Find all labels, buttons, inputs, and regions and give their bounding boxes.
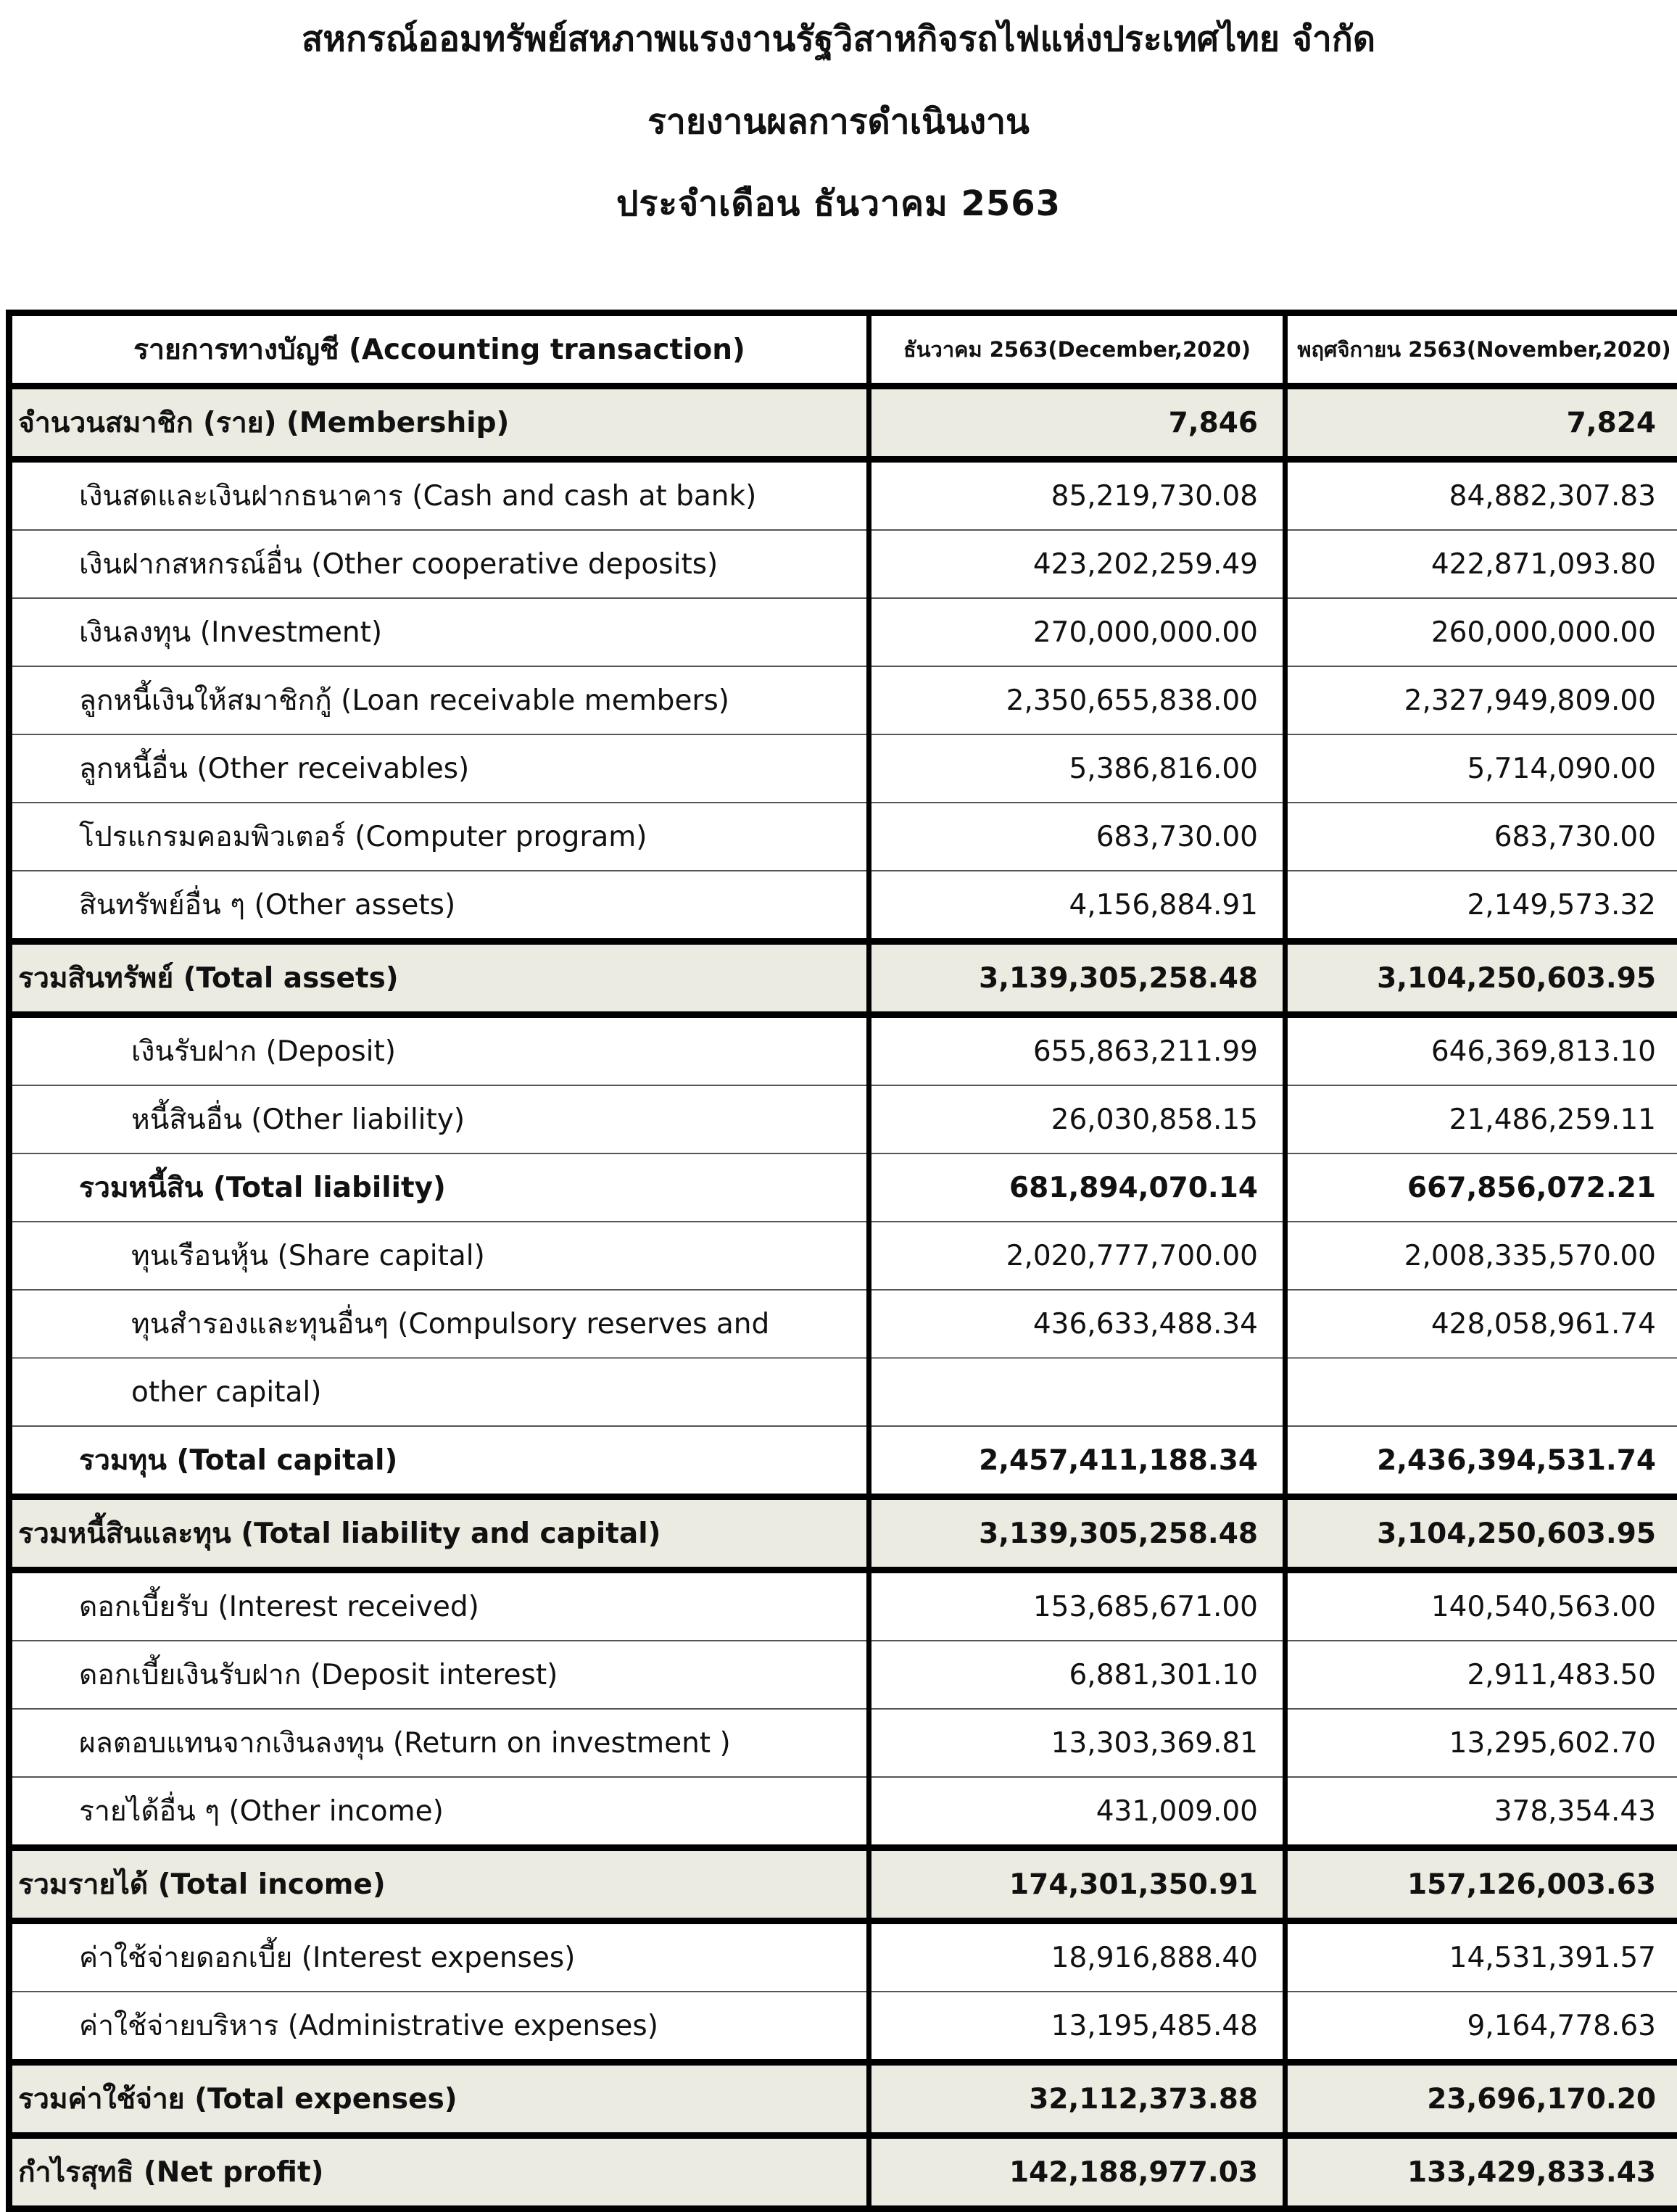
table-row-total-assets — [9, 942, 1677, 1015]
table-row-continuation — [9, 1358, 1677, 1426]
row-label: รวมรายได้ (Total income) — [9, 1848, 869, 1921]
december-value — [869, 1358, 1285, 1426]
row-label: รวมหนี้สิน (Total liability) — [9, 1153, 869, 1222]
table-row — [9, 1641, 1677, 1709]
december-value: 436,633,488.34 — [869, 1290, 1285, 1358]
december-value: 142,188,977.03 — [869, 2136, 1285, 2209]
table-row — [9, 734, 1677, 803]
row-label: ดอกเบี้ยรับ (Interest received) — [9, 1570, 869, 1641]
row-label: เงินลงทุน (Investment) — [9, 598, 869, 666]
december-value: 681,894,070.14 — [869, 1153, 1285, 1222]
december-value: 5,386,816.00 — [869, 734, 1285, 803]
table-row — [9, 666, 1677, 734]
december-value: 2,457,411,188.34 — [869, 1426, 1285, 1497]
report-title: รายงานผลการดำเนินงาน — [0, 99, 1677, 145]
table-row-membership — [9, 386, 1677, 460]
table-row — [9, 1709, 1677, 1777]
row-label: รวมค่าใช้จ่าย (Total expenses) — [9, 2063, 869, 2136]
november-value: 422,871,093.80 — [1285, 530, 1677, 598]
table-header-row — [9, 313, 1677, 386]
november-value: 7,824 — [1285, 386, 1677, 460]
november-value: 21,486,259.11 — [1285, 1085, 1677, 1153]
november-value: 14,531,391.57 — [1285, 1921, 1677, 1992]
row-label: โปรแกรมคอมพิวเตอร์ (Computer program) — [9, 803, 869, 871]
december-value: 85,219,730.08 — [869, 460, 1285, 531]
column-header-december: ธันวาคม 2563(December,2020) — [869, 313, 1285, 386]
table-row — [9, 871, 1677, 942]
december-value: 423,202,259.49 — [869, 530, 1285, 598]
table-row-total-capital — [9, 1426, 1677, 1497]
december-value: 655,863,211.99 — [869, 1015, 1285, 1086]
row-label: เงินรับฝาก (Deposit) — [9, 1015, 869, 1086]
november-value: 5,714,090.00 — [1285, 734, 1677, 803]
row-label: รวมสินทรัพย์ (Total assets) — [9, 942, 869, 1015]
november-value: 3,104,250,603.95 — [1285, 1497, 1677, 1570]
table-row — [9, 460, 1677, 531]
row-label: ผลตอบแทนจากเงินลงทุน (Return on investment ) — [9, 1709, 869, 1777]
november-value: 2,911,483.50 — [1285, 1641, 1677, 1709]
table-row-total-liability — [9, 1153, 1677, 1222]
december-value: 3,139,305,258.48 — [869, 1497, 1285, 1570]
row-label: ลูกหนี้อื่น (Other receivables) — [9, 734, 869, 803]
table-row — [9, 1222, 1677, 1290]
table-row — [9, 1290, 1677, 1358]
table-row-total-income — [9, 1848, 1677, 1921]
column-header-november: พฤศจิกายน 2563(November,2020) — [1285, 313, 1677, 386]
row-label: ค่าใช้จ่ายดอกเบี้ย (Interest expenses) — [9, 1921, 869, 1992]
november-value: 2,149,573.32 — [1285, 871, 1677, 942]
table-row — [9, 1015, 1677, 1086]
row-label: เงินฝากสหกรณ์อื่น (Other cooperative deposits) — [9, 530, 869, 598]
december-value: 153,685,671.00 — [869, 1570, 1285, 1641]
cooperative-name: สหกรณ์ออมทรัพย์สหภาพแรงงานรัฐวิสาหกิจรถไฟแห่งประเทศไทย จำกัด — [0, 16, 1677, 62]
table-row-total-liability-and-capital — [9, 1497, 1677, 1570]
row-label: ลูกหนี้เงินให้สมาชิกกู้ (Loan receivable members) — [9, 666, 869, 734]
table-row — [9, 1777, 1677, 1848]
row-label: กำไรสุทธิ (Net profit) — [9, 2136, 869, 2209]
table-row-total-expenses — [9, 2063, 1677, 2136]
table-row — [9, 1570, 1677, 1641]
december-value: 431,009.00 — [869, 1777, 1285, 1848]
november-value: 2,327,949,809.00 — [1285, 666, 1677, 734]
column-header-transaction: รายการทางบัญชี (Accounting transaction) — [9, 313, 869, 386]
december-value: 7,846 — [869, 386, 1285, 460]
november-value: 683,730.00 — [1285, 803, 1677, 871]
row-label: ดอกเบี้ยเงินรับฝาก (Deposit interest) — [9, 1641, 869, 1709]
december-value: 26,030,858.15 — [869, 1085, 1285, 1153]
row-label: รวมทุน (Total capital) — [9, 1426, 869, 1497]
november-value: 133,429,833.43 — [1285, 2136, 1677, 2209]
november-value: 2,008,335,570.00 — [1285, 1222, 1677, 1290]
december-value: 683,730.00 — [869, 803, 1285, 871]
row-label: สินทรัพย์อื่น ๆ (Other assets) — [9, 871, 869, 942]
row-label: รวมหนี้สินและทุน (Total liability and capital) — [9, 1497, 869, 1570]
row-label: ทุนสำรองและทุนอื่นๆ (Compulsory reserves and — [9, 1290, 869, 1358]
november-value: 260,000,000.00 — [1285, 598, 1677, 666]
november-value: 3,104,250,603.95 — [1285, 942, 1677, 1015]
december-value: 13,195,485.48 — [869, 1992, 1285, 2063]
november-value: 13,295,602.70 — [1285, 1709, 1677, 1777]
november-value: 84,882,307.83 — [1285, 460, 1677, 531]
november-value: 2,436,394,531.74 — [1285, 1426, 1677, 1497]
december-value: 2,350,655,838.00 — [869, 666, 1285, 734]
table-row — [9, 598, 1677, 666]
november-value: 428,058,961.74 — [1285, 1290, 1677, 1358]
row-label: หนี้สินอื่น (Other liability) — [9, 1085, 869, 1153]
table-row — [9, 1085, 1677, 1153]
december-value: 2,020,777,700.00 — [869, 1222, 1285, 1290]
row-label: other capital) — [9, 1358, 869, 1426]
december-value: 18,916,888.40 — [869, 1921, 1285, 1992]
table-row-net-profit — [9, 2136, 1677, 2209]
table-row — [9, 1921, 1677, 1992]
november-value: 667,856,072.21 — [1285, 1153, 1677, 1222]
november-value: 378,354.43 — [1285, 1777, 1677, 1848]
december-value: 270,000,000.00 — [869, 598, 1285, 666]
table-row — [9, 530, 1677, 598]
december-value: 6,881,301.10 — [869, 1641, 1285, 1709]
november-value: 9,164,778.63 — [1285, 1992, 1677, 2063]
table-row — [9, 803, 1677, 871]
row-label: เงินสดและเงินฝากธนาคาร (Cash and cash at bank) — [9, 460, 869, 531]
report-period: ประจำเดือน ธันวาคม 2563 — [0, 181, 1677, 227]
december-value: 32,112,373.88 — [869, 2063, 1285, 2136]
november-value: 140,540,563.00 — [1285, 1570, 1677, 1641]
december-value: 4,156,884.91 — [869, 871, 1285, 942]
november-value: 23,696,170.20 — [1285, 2063, 1677, 2136]
november-value: 646,369,813.10 — [1285, 1015, 1677, 1086]
table-row — [9, 1992, 1677, 2063]
december-value: 3,139,305,258.48 — [869, 942, 1285, 1015]
december-value: 174,301,350.91 — [869, 1848, 1285, 1921]
operating-results-table — [6, 310, 1677, 2212]
november-value — [1285, 1358, 1677, 1426]
row-label: ค่าใช้จ่ายบริหาร (Administrative expenses) — [9, 1992, 869, 2063]
row-label: รายได้อื่น ๆ (Other income) — [9, 1777, 869, 1848]
row-label: จำนวนสมาชิก (ราย) (Membership) — [9, 386, 869, 460]
november-value: 157,126,003.63 — [1285, 1848, 1677, 1921]
row-label: ทุนเรือนหุ้น (Share capital) — [9, 1222, 869, 1290]
december-value: 13,303,369.81 — [869, 1709, 1285, 1777]
